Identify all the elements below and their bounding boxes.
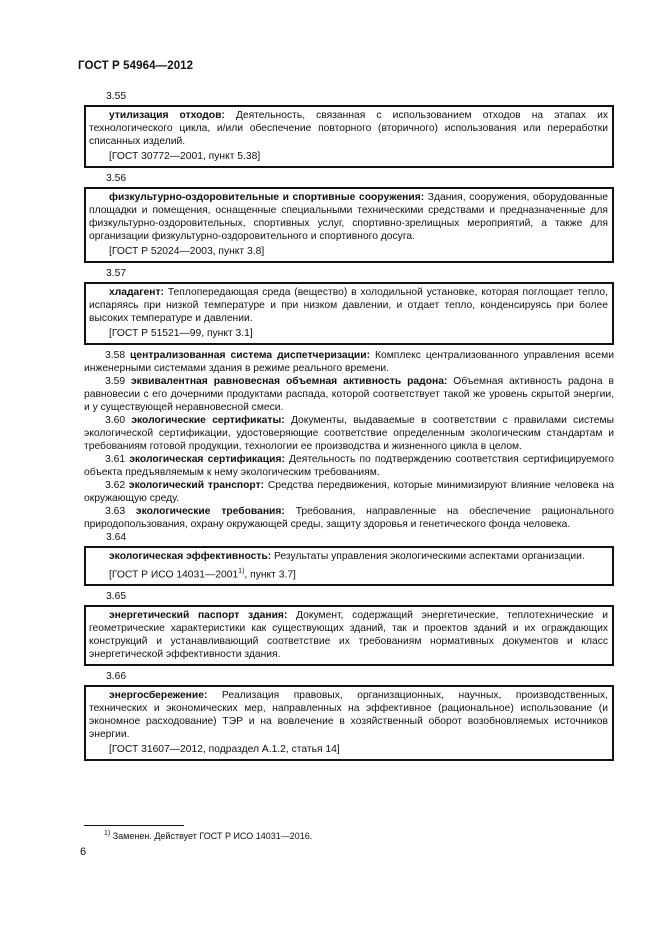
entry-number: 3.61 <box>105 454 126 465</box>
reference: [ГОСТ Р 51521—99, пункт 3.1] <box>109 328 253 339</box>
term-paragraph <box>84 414 614 453</box>
term: хладагент: <box>109 287 164 298</box>
page-number: 6 <box>80 846 87 858</box>
definition-text: Деятельность по подтверждению соответствия сертифицируемого объекта предъявляемым к нему экологическим требованиям. <box>84 454 614 478</box>
term: экологическая сертификация: <box>129 454 285 465</box>
term-paragraph <box>84 505 614 531</box>
term-paragraph <box>84 375 614 414</box>
definition-text: Средства передвижения, которые минимизируют влияние человека на окружающую среду. <box>84 480 614 504</box>
term-box <box>84 187 614 263</box>
footnote <box>104 830 312 841</box>
footnote-marker: 1) <box>104 830 111 837</box>
reference: [ГОСТ 31607—2012, подраздел А.1.2, статья 14] <box>109 744 340 756</box>
term-box <box>84 685 614 761</box>
definition-text: Комплекс централизованного управления всеми инженерными системами здания в режиме реального времени. <box>84 350 614 374</box>
term: экологическая эффективность: <box>109 551 272 562</box>
term: экологические сертификаты: <box>131 415 285 426</box>
footnote-separator <box>84 825 184 826</box>
entry-number: 3.55 <box>106 91 127 102</box>
term-box <box>84 605 614 666</box>
definition-text: Деятельность, связанная с использованием отходов на этапах их технологического цикла, и/или обеспечение повторного (вторичного) использования или переработки списанных изделий. <box>89 110 608 147</box>
entry-number: 3.58 <box>105 350 126 361</box>
footnote-marker: 1) <box>238 568 245 575</box>
definition <box>89 109 608 148</box>
term: энергетический паспорт здания: <box>109 610 288 622</box>
term-paragraph <box>84 453 614 479</box>
reference-text: , пункт 3.7] <box>244 569 296 581</box>
entry-number: 3.63 <box>105 506 126 517</box>
term-paragraph <box>84 349 614 375</box>
definition <box>89 689 608 741</box>
term: эквивалентная равновесная объемная активность радона: <box>131 376 448 387</box>
entry-number: 3.60 <box>105 415 126 426</box>
entry-number: 3.57 <box>106 268 127 279</box>
definition <box>89 609 608 661</box>
definition <box>89 286 608 325</box>
document-header: ГОСТ Р 54964—2012 <box>78 60 194 72</box>
entry-number: 3.56 <box>106 173 127 184</box>
entry-number: 3.64 <box>106 532 127 543</box>
definition-text: Объемная активность радона в равновесии с его дочерними продуктами распада, которой соответствует такой же уровень скрытой энергии, и у существующей неравновесной смеси. <box>84 376 614 413</box>
term: физкультурно-оздоровительные и спортивные сооружения: <box>109 192 425 203</box>
entry-number: 3.62 <box>105 480 126 491</box>
document-content <box>84 90 614 765</box>
term-paragraph <box>84 479 614 505</box>
reference: [ГОСТ Р 52024—2003, пункт 3.8] <box>109 246 265 257</box>
definition-text: Требования, направленные на обеспечение рационального природопользования, охрану окружающей среды, защиту здоровья и генетического фонда человека. <box>84 506 614 530</box>
term-box <box>84 546 614 586</box>
term: энергосбережение: <box>109 690 208 702</box>
definition <box>89 191 608 243</box>
definition <box>89 550 608 563</box>
term: утилизация отходов: <box>109 110 225 121</box>
reference <box>89 565 608 581</box>
footnote-text: Заменен. Действует ГОСТ Р ИСО 14031—2016. <box>110 831 313 841</box>
term: экологические требования: <box>135 506 285 517</box>
definition-text: Здания, сооружения, оборудованные площадки и помещения, оснащенные специальными техническими средствами и предназначенные для физкультурно-оздоровительных, спортивных услуг, спортивно-зрелищных мероприятий, а также для организации физкультурно-оздоровительного и спортивного досуга. <box>89 192 608 242</box>
term-box <box>84 105 614 168</box>
term-box <box>84 282 614 345</box>
definition-text: Результаты управления экологическими аспектами организации. <box>271 551 585 562</box>
reference: [ГОСТ 30772—2001, пункт 5.38] <box>109 151 261 162</box>
definition-text: Документ, содержащий энергетические, теплотехнические и геометрические характеристики как существующих зданий, так и проектов зданий и их ограждающих конструкций и устанавливающий соответствие их требованиям нормативных документов и класс энергетической эффективности здания. <box>89 610 608 661</box>
definition-text: Документы, выдаваемые в соответствии с правилами системы экологической сертификации, удостоверяющие соответствие определенным экологическим стандартам и требованиям готовой продукции, технологии ее производства и жизненного цикла в целом. <box>84 415 614 452</box>
reference-text: [ГОСТ Р ИСО 14031—2001 <box>109 569 239 581</box>
definition-text: Реализация правовых, организационных, научных, производственных, технических и экономических мер, направленных на эффективное (рациональное) использование (и экономное расходование) ТЭР и на вовлечение в хозяйственный оборот возобновляемых источников энергии. <box>89 690 608 741</box>
definition-text: Теплопередающая среда (вещество) в холодильной установке, которая поглощает тепло, испаряясь при низкой температуре и при низком давлении, и отдает тепло, конденсируясь при более высоких температуре и давлении. <box>89 287 608 324</box>
term: централизованная система диспетчеризации: <box>130 350 371 361</box>
entry-number: 3.65 <box>106 591 127 603</box>
entry-number: 3.59 <box>105 376 126 387</box>
term: экологический транспорт: <box>128 480 265 491</box>
entry-number: 3.66 <box>106 671 127 683</box>
